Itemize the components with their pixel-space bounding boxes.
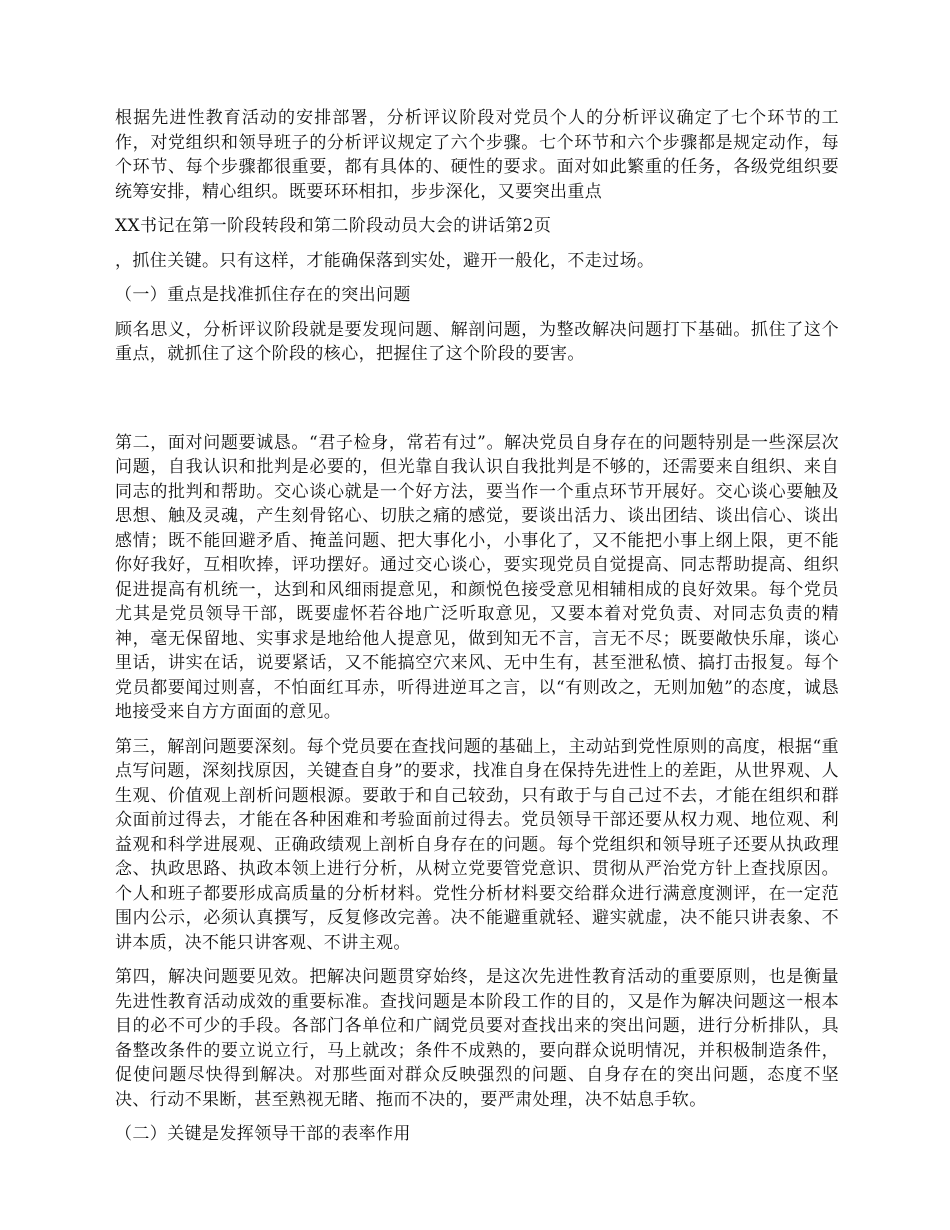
section-heading-1: （一）重点是找准抓住存在的突出问题 <box>115 285 411 305</box>
paragraph-intro: 根据先进性教育活动的安排部署，分析评议阶段对党员个人的分析评议确定了七个环节的工作，对党组织和领导班子的分析评议规定了六个步骤。七个环节和六个步骤都是规定动作，每个环节、每个步骤都很重要，都有具体的、硬性的要求。面对如此繁重的任务，各级党组织要统筹安排，精心组织。既要环环相扣，步步深化，又要突出重点 <box>115 108 839 202</box>
paragraph-fourth: 第四，解决问题要见效。把解决问题贯穿始终，是这次先进性教育活动的重要原则，也是衡量先进性教育活动成效的重要标准。查找问题是本阶段工作的目的，又是作为解决问题这一根本目的必不可少的手段。各部门各单位和广阔党员要对查找出来的突出问题，进行分析排队，具备整改条件的要立说立行，马上就改；条件不成熟的，要向群众说明情况，并积极制造条件，促使问题尽快得到解决。对那些面对群众反映强烈的问题、自身存在的突出问题，态度不坚决、行动不果断，甚至熟视无睹、拖而不决的，要严肃处理，决不姑息手软。 <box>115 967 839 1110</box>
paragraph-focus: 顾名思义，分析评议阶段就是要发现问题、解剖问题，为整改解决问题打下基础。抓住了这个重点，就抓住了这个阶段的核心，把握住了这个阶段的要害。 <box>115 319 839 364</box>
paragraph-continuation: ，抓住关键。只有这样，才能确保落到实处，避开一般化，不走过场。 <box>115 250 655 271</box>
page-reference: XX书记在第一阶段转段和第二阶段动员大会的讲话第2页 <box>115 216 552 236</box>
section-heading-2: （二）关键是发挥领导干部的表率作用 <box>115 1124 411 1144</box>
document-page <box>115 106 839 1157</box>
paragraph-third: 第三，解剖问题要深刻。每个党员要在查找问题的基础上，主动站到党性原则的高度，根据“重点写问题，深刻找原因，关键查自身”的要求，找准自身在保持先进性上的差距，从世界观、人生观、价值观上剖析问题根源。要敢于和自己较劲，只有敢于与自己过不去，才能在组织和群众面前过得去，才能在各种困难和考验面前过得去。党员领导干部还要从权力观、地位观、利益观和科学进展观、正确政绩观上剖析自身存在的问题。每个党组织和领导班子还要从执政理念、执政思路、执政本领上进行分析，从树立党要管党意识、贯彻从严治党方针上查找原因。个人和班子都要形成高质量的分析材料。党性分析材料要交给群众进行满意度测评，在一定范围内公示，必须认真撰写，反复修改完善。决不能避重就轻、避实就虚，决不能只讲表象、不讲本质，决不能只讲客观、不讲主观。 <box>115 736 839 953</box>
paragraph-second: 第二，面对问题要诚恳。“君子检身，常若有过”。解决党员自身存在的问题特别是一些深层次问题，自我认识和批判是必要的，但光靠自我认识自我批判是不够的，还需要来自组织、来自同志的批判和帮助。交心谈心就是一个好方法，要当作一个重点环节开展好。交心谈心要触及思想、触及灵魂，产生刻骨铭心、切肤之痛的感觉，要谈出活力、谈出团结、谈出信心、谈出感情；既不能回避矛盾、掩盖问题、把大事化小，小事化了，又不能把小事上纲上限，更不能你好我好，互相吹捧，评功摆好。通过交心谈心，要实现党员自觉提高、同志帮助提高、组织促进提高有机统一，达到和风细雨提意见，和颜悦色接受意见相辅相成的良好效果。每个党员尤其是党员领导干部，既要虚怀若谷地广泛听取意见，又要本着对党负责、对同志负责的精神，毫无保留地、实事求是地给他人提意见，做到知无不言，言无不尽；既要敞快乐扉，谈心里话，讲实在话，说要紧话，又不能搞空穴来风、无中生有，甚至泄私愤、搞打击报复。每个党员都要闻过则喜，不怕面红耳赤，听得进逆耳之言，以“有则改之，无则加勉”的态度，诚恳地接受来自方方面面的意见。 <box>115 432 839 722</box>
blank-gap <box>115 377 839 431</box>
